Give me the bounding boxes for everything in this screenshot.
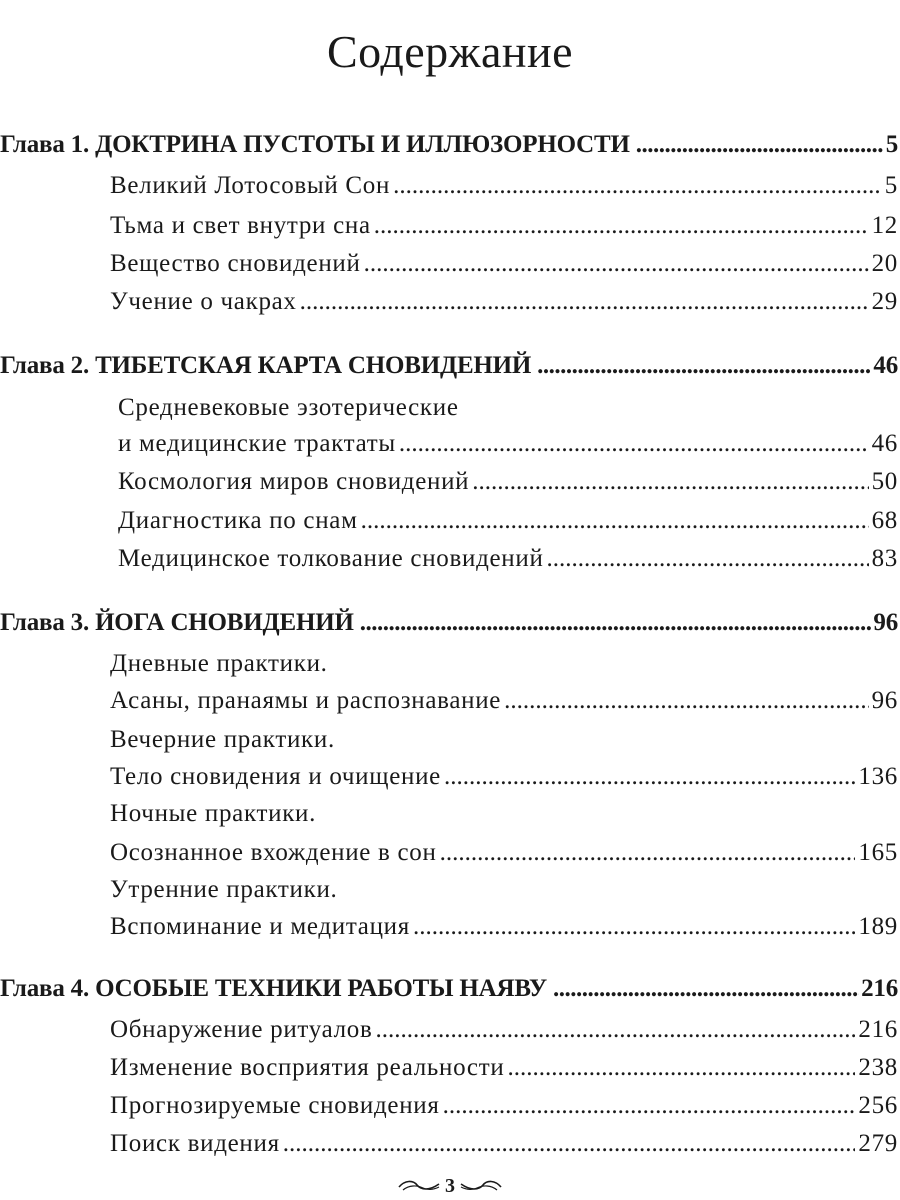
entry-page-number: 279 — [858, 1130, 898, 1157]
entry-title: Вещество сновидений — [110, 250, 361, 277]
toc-entry[interactable] — [110, 914, 898, 939]
entry-title: Тело сновидения и очищение — [110, 763, 441, 790]
dot-leader — [374, 213, 869, 238]
entry-title: Прогнозируемые сновидения — [110, 1092, 440, 1119]
dot-leader — [283, 1131, 856, 1156]
entry-page-number: 238 — [858, 1054, 898, 1081]
entry-page-number: 20 — [871, 250, 898, 277]
dot-leader — [375, 1017, 855, 1042]
dot-leader — [444, 764, 855, 789]
toc-chapter-4[interactable] — [0, 976, 898, 1001]
dot-leader — [507, 1055, 855, 1080]
entry-page-number: 96 — [871, 687, 898, 714]
entry-title: Поиск видения — [110, 1130, 280, 1157]
toc-chapter-2[interactable] — [0, 353, 898, 378]
entry-title: Обнаружение ритуалов — [110, 1016, 373, 1043]
entry-page-number: 5 — [884, 172, 898, 199]
entry-page-number: 136 — [858, 763, 898, 790]
entry-title: Изменение восприятия реальности — [110, 1054, 505, 1081]
toc-entry[interactable] — [118, 469, 898, 494]
entry-page-number: 46 — [871, 430, 898, 457]
dot-leader — [504, 688, 868, 713]
page-title: Содержание — [326, 25, 574, 77]
toc-entry[interactable] — [110, 213, 898, 238]
entry-title-line-1: Ночные практики. — [110, 800, 317, 827]
toc-chapter-1[interactable] — [0, 132, 898, 157]
entry-title-line-1: Дневные практики. — [110, 650, 328, 677]
toc-entry[interactable] — [118, 508, 898, 533]
entry-title: Медицинское толкование сновидений — [118, 545, 544, 572]
entry-page-number: 83 — [871, 545, 898, 572]
dot-leader — [300, 289, 869, 314]
page-number: 3 — [445, 1175, 455, 1197]
entry-title: Великий Лотосовый Сон — [110, 172, 391, 199]
entry-page-number: 165 — [858, 839, 898, 866]
toc-entry[interactable] — [110, 764, 898, 789]
chapter-page-number: 5 — [885, 131, 898, 158]
dot-leader — [360, 610, 872, 635]
entry-title: и медицинские трактаты — [118, 430, 396, 457]
dot-leader — [443, 1093, 856, 1118]
swash-ornament-icon — [459, 1178, 503, 1194]
toc-entry[interactable] — [110, 1093, 898, 1118]
entry-page-number: 256 — [858, 1092, 898, 1119]
entry-title: Асаны, пранаямы и распознавание — [110, 687, 502, 714]
toc-entry[interactable] — [110, 840, 898, 865]
toc-entry[interactable] — [110, 251, 898, 276]
chapter-heading: Глава 3. ЙОГА СНОВИДЕНИЙ — [0, 609, 354, 636]
page-footer — [0, 1176, 900, 1196]
dot-leader — [537, 353, 871, 378]
dot-leader — [547, 546, 869, 571]
entry-title: Диагностика по снам — [118, 507, 358, 534]
entry-title-line-1: Утренние практики. — [110, 876, 338, 903]
dot-leader — [413, 914, 855, 939]
chapter-page-number: 216 — [861, 975, 898, 1002]
entry-title: Вспоминание и медитация — [110, 913, 410, 940]
entry-page-number: 68 — [871, 507, 898, 534]
entry-page-number: 216 — [858, 1016, 898, 1043]
entry-page-number: 29 — [871, 288, 898, 315]
entry-title-line-1: Вечерние практики. — [110, 726, 335, 753]
dot-leader — [440, 840, 856, 865]
entry-page-number: 189 — [858, 913, 898, 940]
dot-leader — [364, 251, 869, 276]
entry-title: Осознанное вхождение в сон — [110, 839, 437, 866]
toc-entry[interactable] — [110, 1055, 898, 1080]
chapter-heading: Глава 4. ОСОБЫЕ ТЕХНИКИ РАБОТЫ НАЯВУ — [0, 975, 547, 1002]
dot-leader — [399, 431, 869, 456]
toc-entry[interactable] — [110, 688, 898, 713]
entry-title: Тьма и свет внутри сна — [110, 212, 371, 239]
chapter-heading: Глава 1. ДОКТРИНА ПУСТОТЫ И ИЛЛЮЗОРНОСТИ — [0, 131, 630, 158]
entry-page-number: 12 — [871, 212, 898, 239]
chapter-heading: Глава 2. ТИБЕТСКАЯ КАРТА СНОВИДЕНИЙ — [0, 352, 532, 379]
toc-chapter-3[interactable] — [0, 610, 898, 635]
toc-entry[interactable] — [110, 1017, 898, 1042]
toc-entry[interactable] — [110, 1131, 898, 1156]
chapter-page-number: 46 — [873, 352, 898, 379]
entry-title: Космология миров сновидений — [118, 468, 470, 495]
entry-title-line-1: Средневековые эзотерические — [118, 394, 459, 421]
toc-entry[interactable] — [110, 173, 898, 198]
entry-page-number: 50 — [871, 468, 898, 495]
swash-ornament-icon — [397, 1178, 441, 1194]
dot-leader — [393, 173, 882, 198]
dot-leader — [636, 132, 884, 157]
chapter-page-number: 96 — [873, 609, 898, 636]
toc-entry[interactable] — [118, 546, 898, 571]
dot-leader — [553, 976, 859, 1001]
toc-entry[interactable] — [118, 431, 898, 456]
dot-leader — [361, 508, 869, 533]
entry-title: Учение о чакрах — [110, 288, 297, 315]
dot-leader — [472, 469, 868, 494]
toc-entry[interactable] — [110, 289, 898, 314]
